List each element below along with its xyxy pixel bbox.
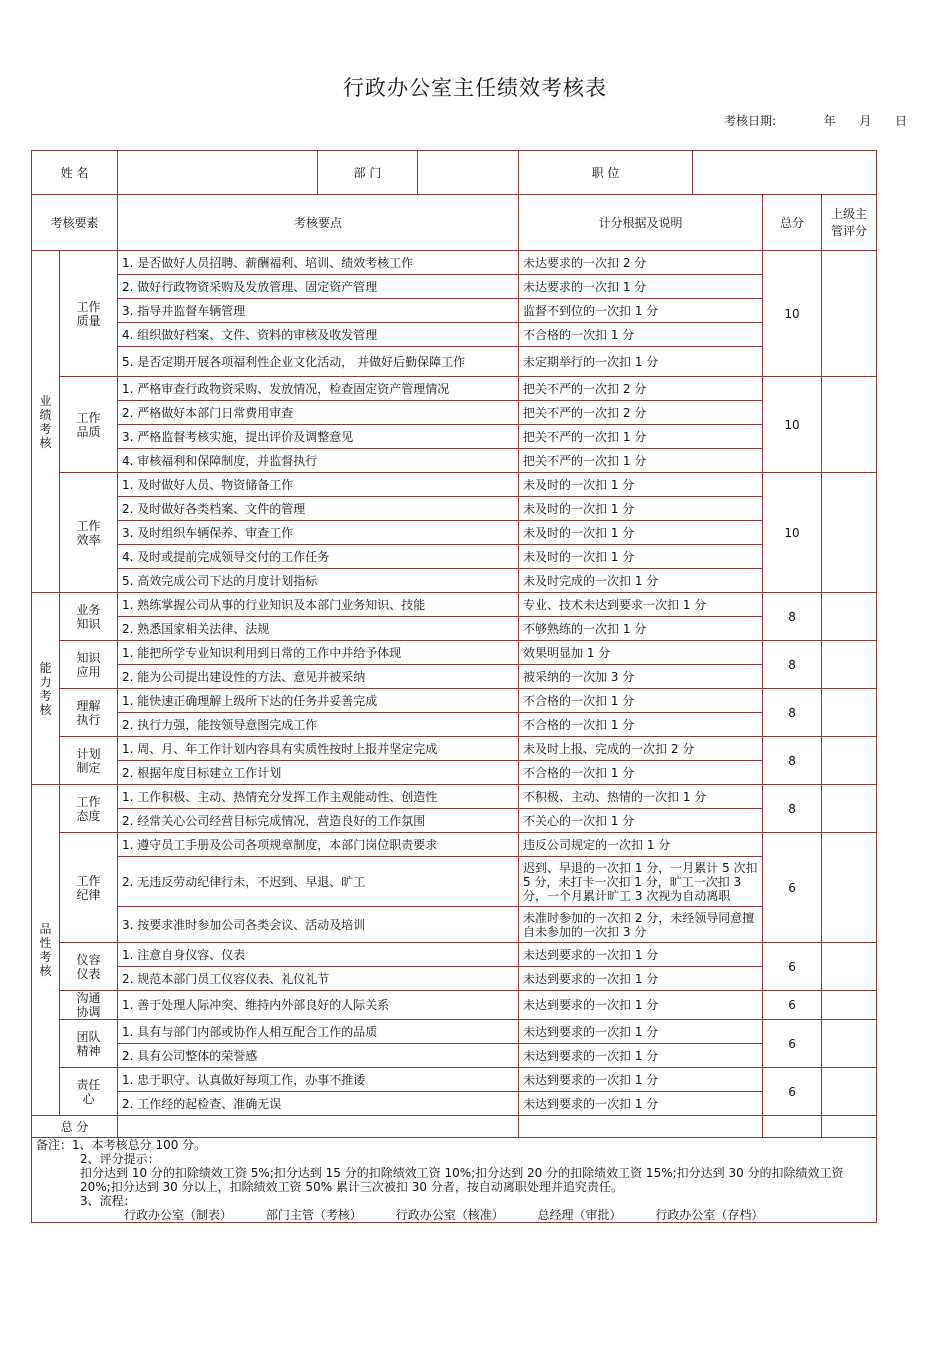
category-label-line: 仪表 [76,966,101,981]
table-row [32,275,877,299]
total-label: 总 分 [32,1116,118,1138]
date-day: 日 [895,114,908,128]
supervisor-score-field[interactable] [822,251,877,377]
category-label-line: 制定 [76,760,101,775]
group-label [32,785,60,1116]
category-label-line: 质量 [76,313,101,328]
table-row [32,497,877,521]
total-row [32,1116,877,1138]
category-label-line: 知识 [76,616,101,631]
category-label [60,785,118,833]
category-label [60,473,118,593]
supervisor-score-field[interactable] [822,689,877,737]
supervisor-score-field[interactable] [822,473,877,593]
category-label-line: 仪容 [76,952,101,967]
basis-cell: 把关不严的一次扣 2 分 [519,401,763,425]
point-cell: 2. 具有公司整体的荣誉感 [118,1044,519,1068]
table-row [32,401,877,425]
basis-cell: 未及时的一次扣 1 分 [519,497,763,521]
supervisor-score-field[interactable] [822,785,877,833]
group-label-char: 考 [39,950,52,964]
point-cell: 1. 善于处理人际冲突、维持内外部良好的人际关系 [118,991,519,1020]
point-cell: 4. 组织做好档案、文件、资料的审核及收发管理 [118,323,519,347]
category-label-line: 精神 [76,1043,101,1058]
point-cell: 2. 无违反劳动纪律行未，不迟到、早退、旷工 [118,857,519,907]
name-field[interactable] [118,151,318,195]
table-row [32,347,877,377]
basis-cell: 未达到要求的一次扣 1 分 [519,1092,763,1116]
basis-cell: 专业、技术未达到要求一次扣 1 分 [519,593,763,617]
table-row [32,689,877,713]
basis-cell: 不合格的一次扣 1 分 [519,761,763,785]
basis-cell: 未及时上报、完成的一次扣 2 分 [519,737,763,761]
page-title: 行政办公室主任绩效考核表 [343,76,607,100]
flow-step: 总经理（审批） [537,1208,622,1222]
point-cell: 1. 具有与部门内部或协作人相互配合工作的品质 [118,1020,519,1044]
table-row [32,1068,877,1092]
table-row [32,569,877,593]
group-label-char: 绩 [39,407,52,422]
point-cell: 1. 遵守员工手册及公司各项规章制度，本部门岗位职责要求 [118,833,519,857]
basis-cell: 未准时参加的一次扣 2 分，未经领导同意擅自未参加的一次扣 3 分 [519,907,763,943]
category-label-line: 工作 [76,794,101,809]
point-cell: 2. 执行力强，能按领导意图完成工作 [118,713,519,737]
category-label-line: 心 [82,1091,95,1106]
category-label [60,377,118,473]
col-header-factor: 考核要素 [32,195,118,251]
table-row [32,617,877,641]
table-row [32,251,877,275]
col-header-points: 考核要点 [118,195,519,251]
category-label-line: 品质 [76,424,101,439]
basis-cell: 未达到要求的一次扣 1 分 [519,991,763,1020]
col-header-total: 总分 [763,195,822,251]
category-label-line: 责任 [76,1077,101,1092]
basis-cell: 监督不到位的一次扣 1 分 [519,299,763,323]
category-label-line: 理解 [76,698,101,713]
point-cell: 2. 做好行政物资采购及发放管理、固定资产管理 [118,275,519,299]
point-cell: 4. 及时或提前完成领导交付的工作任务 [118,545,519,569]
supervisor-score-field[interactable] [822,737,877,785]
table-row [32,299,877,323]
group-label-char: 核 [39,435,52,450]
basis-cell: 未达到要求的一次扣 1 分 [519,1020,763,1044]
table-row [32,809,877,833]
total-score: 6 [763,1068,822,1116]
table-row [32,1020,877,1044]
table-row [32,713,877,737]
basis-cell: 把关不严的一次扣 2 分 [519,377,763,401]
category-label-line: 协调 [76,1005,101,1019]
category-label [60,689,118,737]
evaluation-date [724,112,924,129]
point-cell: 1. 能把所学专业知识利用到日常的工作中并给予体现 [118,641,519,665]
category-label-line: 团队 [76,1029,101,1044]
supervisor-score-field[interactable] [822,833,877,943]
category-label [60,991,118,1020]
point-cell: 3. 指导并监督车辆管理 [118,299,519,323]
table-row [32,665,877,689]
category-label-line: 计划 [76,746,101,761]
basis-cell: 把关不严的一次扣 1 分 [519,425,763,449]
total-score: 10 [763,377,822,473]
point-cell: 4. 审核福利和保障制度，并监督执行 [118,449,519,473]
basis-cell: 未达到要求的一次扣 1 分 [519,1044,763,1068]
point-cell: 2. 规范本部门员工仪容仪表、礼仪礼节 [118,967,519,991]
category-label [60,1020,118,1068]
category-label-line: 知识 [76,650,101,665]
category-label-line: 态度 [76,808,101,823]
notes-row [32,1138,877,1223]
basis-cell: 不关心的一次扣 1 分 [519,809,763,833]
point-cell: 1. 周、月、年工作计划内容具有实质性按时上报并坚定完成 [118,737,519,761]
basis-cell: 违反公司规定的一次扣 1 分 [519,833,763,857]
point-cell: 2. 经常关心公司经营目标完成情况，营造良好的工作氛围 [118,809,519,833]
point-cell: 1. 严格审查行政物资采购、发放情况，检查固定资产管理情况 [118,377,519,401]
basis-cell: 未及时完成的一次扣 1 分 [519,569,763,593]
category-label-line: 效率 [76,532,101,547]
basis-cell: 未达要求的一次扣 1 分 [519,275,763,299]
table-row [32,473,877,497]
category-label-line: 工作 [76,873,101,888]
category-label-line: 工作 [76,410,101,425]
total-score: 6 [763,1020,822,1068]
basis-cell: 不合格的一次扣 1 分 [519,689,763,713]
position-label: 职 位 [519,151,693,195]
point-cell: 1. 及时做好人员、物资储备工作 [118,473,519,497]
basis-cell: 未及时的一次扣 1 分 [519,545,763,569]
point-cell: 5. 高效完成公司下达的月度计划指标 [118,569,519,593]
category-label-line: 执行 [76,712,101,727]
dept-label: 部 门 [318,151,418,195]
basis-cell: 未及时的一次扣 1 分 [519,473,763,497]
table-row [32,1092,877,1116]
total-score: 8 [763,641,822,689]
category-label-line: 工作 [76,299,101,314]
basis-cell: 未达要求的一次扣 2 分 [519,251,763,275]
table-row [32,833,877,857]
total-score: 8 [763,593,822,641]
note-line-2: 2、评分提示： [80,1152,160,1166]
group-label-char: 业 [39,393,52,408]
supervisor-score-field[interactable] [822,641,877,689]
col-header-basis: 计分根据及说明 [519,195,763,251]
group-label [32,593,60,785]
total-score: 8 [763,785,822,833]
category-label-line: 业务 [76,602,101,617]
table-row [32,425,877,449]
notes [32,1138,877,1223]
process-flow [36,1208,872,1222]
table-row [32,545,877,569]
table-row [32,943,877,967]
group-label-char: 核 [39,702,52,717]
point-cell: 2. 能为公司提出建设性的方法、意见并被采纳 [118,665,519,689]
point-cell: 1. 是否做好人员招聘、薪酬福利、培训、绩效考核工作 [118,251,519,275]
table-row [32,761,877,785]
total-score: 8 [763,689,822,737]
point-cell: 2. 严格做好本部门日常费用审查 [118,401,519,425]
basis-cell: 把关不严的一次扣 1 分 [519,449,763,473]
column-header-row [32,195,877,251]
point-cell: 1. 熟练掌握公司从事的行业知识及本部门业务知识、技能 [118,593,519,617]
basis-cell: 不够熟练的一次扣 1 分 [519,617,763,641]
basis-cell: 效果明显加 1 分 [519,641,763,665]
flow-step: 部门主管（考核） [265,1208,362,1222]
date-month: 月 [859,114,872,128]
basis-cell: 不合格的一次扣 1 分 [519,323,763,347]
supervisor-score-field[interactable] [822,991,877,1020]
note-line-4: 3、流程： [80,1194,136,1208]
group-label-char: 考 [39,421,52,436]
date-label: 考核日期: [724,114,777,128]
note-line-3: 扣分达到 10 分的扣除绩效工资 5%;扣分达到 15 分的扣除绩效工资 10%;扣分达到 20 分的扣除绩效工资 15%;扣分达到 30 分的扣除绩效工资 20%;扣分达到 30 分以上，扣除绩效工资 50% 累计三次被扣 30 分者，按自动离职处理并追究责任。 [80,1166,844,1194]
basis-cell: 未及时的一次扣 1 分 [519,521,763,545]
basis-cell: 不积极、主动、热情的一次扣 1 分 [519,785,763,809]
basis-cell: 未达到要求的一次扣 1 分 [519,943,763,967]
col-header-supervisor: 上级主管评分 [822,195,877,251]
note-line-1: 备注：1、本考核总分 100 分。 [36,1138,207,1152]
point-cell: 3. 严格监督考核实施，提出评价及调整意见 [118,425,519,449]
date-year: 年 [823,114,836,128]
table-row [32,593,877,617]
table-row [32,857,877,907]
supervisor-score-field[interactable] [822,593,877,641]
basis-cell: 未达到要求的一次扣 1 分 [519,967,763,991]
supervisor-score-field[interactable] [822,1068,877,1116]
point-cell: 2. 根据年度目标建立工作计划 [118,761,519,785]
table-row [32,737,877,761]
group-label [32,251,60,593]
table-row [32,907,877,943]
point-cell: 1. 能快速正确理解上级所下达的任务并妥善完成 [118,689,519,713]
supervisor-score-field[interactable] [822,377,877,473]
group-label-char: 考 [39,688,52,703]
table-row [32,967,877,991]
supervisor-score-field[interactable] [822,943,877,991]
basis-cell: 被采纳的一次加 3 分 [519,665,763,689]
category-label [60,737,118,785]
total-basis-cell [519,1116,763,1138]
group-label-char: 品 [39,922,52,936]
basis-cell: 迟到、早退的一次扣 1 分，一月累计 5 次扣 5 分，未打卡一次扣 1 分，旷工一次扣 3 分，一个月累计旷工 3 次视为自动离职 [519,857,763,907]
point-cell: 2. 工作经的起检查、准确无误 [118,1092,519,1116]
point-cell: 1. 注意自身仪容、仪表 [118,943,519,967]
total-score: 10 [763,251,822,377]
total-score-cell [763,1116,822,1138]
flow-step: 行政办公室（制表） [124,1208,233,1222]
total-points-cell [118,1116,519,1138]
table-row [32,377,877,401]
category-label [60,1068,118,1116]
table-row [32,785,877,809]
supervisor-score-field[interactable] [822,1020,877,1068]
point-cell: 3. 按要求准时参加公司各类会议、活动及培训 [118,907,519,943]
flow-step: 行政办公室（核准） [395,1208,504,1222]
header-info-row [32,151,877,195]
category-label [60,943,118,991]
group-label-char: 性 [39,936,52,950]
evaluation-table [31,150,877,1223]
total-score: 6 [763,833,822,943]
flow-step: 行政办公室（存档） [655,1208,764,1222]
total-score: 6 [763,943,822,991]
table-row [32,449,877,473]
dept-field[interactable] [418,151,519,195]
category-label-line: 工作 [76,518,101,533]
point-cell: 1. 工作积极、主动、热情充分发挥工作主观能动性、创造性 [118,785,519,809]
total-score: 10 [763,473,822,593]
category-label [60,833,118,943]
point-cell: 5. 是否定期开展各项福利性企业文化活动， 并做好后勤保障工作 [118,347,519,377]
total-score: 6 [763,991,822,1020]
point-cell: 2. 及时做好各类档案、文件的管理 [118,497,519,521]
position-field[interactable] [693,151,877,195]
category-label [60,641,118,689]
category-label-line: 纪律 [76,887,101,902]
table-row [32,521,877,545]
total-supervisor-cell[interactable] [822,1116,877,1138]
name-label: 姓 名 [32,151,118,195]
table-row [32,641,877,665]
group-label-char: 能 [39,660,52,675]
point-cell: 2. 熟悉国家相关法律、法规 [118,617,519,641]
table-row [32,323,877,347]
total-score: 8 [763,737,822,785]
category-label-line: 应用 [76,664,101,679]
point-cell: 3. 及时组织车辆保养、审查工作 [118,521,519,545]
category-label [60,251,118,377]
basis-cell: 未达到要求的一次扣 1 分 [519,1068,763,1092]
point-cell: 1. 忠于职守、认真做好每项工作，办事不推诿 [118,1068,519,1092]
category-label [60,593,118,641]
group-label-char: 力 [39,674,52,689]
group-label-char: 核 [39,964,52,978]
category-label-line: 沟通 [76,991,101,1005]
table-row [32,991,877,1020]
basis-cell: 未定期举行的一次扣 1 分 [519,347,763,377]
table-row [32,1044,877,1068]
basis-cell: 不合格的一次扣 1 分 [519,713,763,737]
